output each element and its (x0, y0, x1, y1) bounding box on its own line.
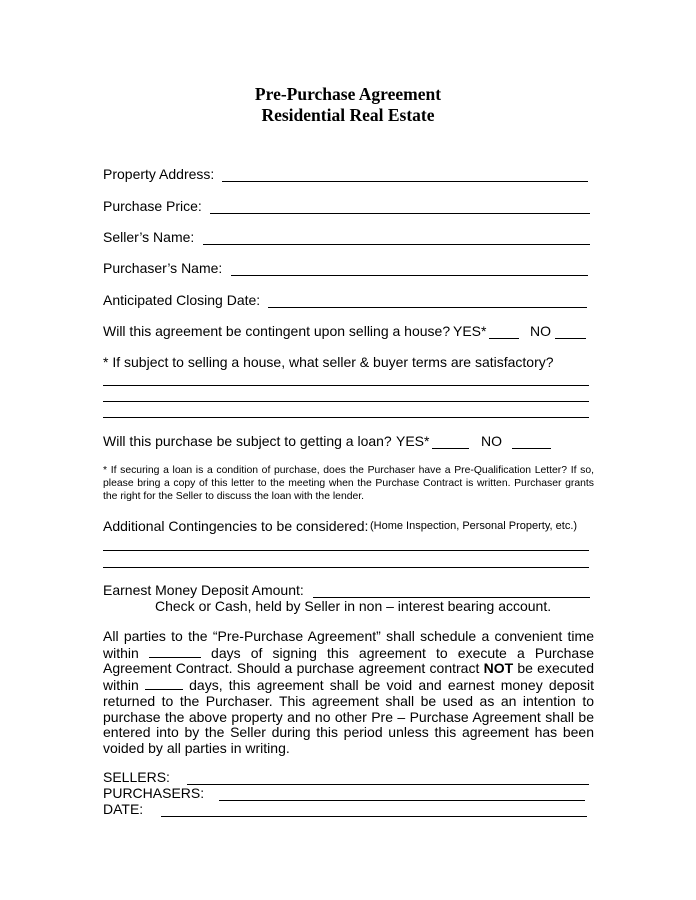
earnest-money-note: Check or Cash, held by Seller in non – interest bearing account. (155, 598, 552, 614)
sellers-label: SELLERS: (103, 769, 170, 785)
selling-terms-line-3[interactable] (103, 417, 589, 418)
loan-note: * If securing a loan is a condition of purchase, does the Purchaser have a Pre-Qualification Letter? If so, please bring a copy of this letter to the meeting when the Purchase Contract is written. Purchaser grants the right for the Seller to discuss the loan with the lender. (103, 465, 594, 502)
purchasers-label: PURCHASERS: (103, 785, 205, 801)
sellers-signature-line[interactable] (187, 784, 589, 785)
sellers-name-label: Seller’s Name: (103, 229, 195, 245)
selling-terms-line-1[interactable] (103, 385, 589, 386)
days-to-schedule-blank[interactable] (149, 645, 201, 658)
document-title: Pre-Purchase Agreement (254, 84, 442, 104)
agreement-text-part-2: days of signing this agreement to execute a Purchase Agreement Contract. Should a purchase agreement contract (103, 644, 594, 677)
property-address-label: Property Address: (103, 166, 215, 182)
loan-yes-blank[interactable] (432, 448, 469, 449)
days-to-execute-blank[interactable] (145, 677, 183, 690)
property-address-line[interactable] (222, 181, 588, 182)
agreement-text-part-3: be executed within (103, 660, 594, 694)
contingencies-line-2[interactable] (103, 567, 589, 568)
agreement-text-part-4: days, this agreement shall be void and earnest money deposit returned to the Purchaser. This agreement shall be used as an intention to purchase the above property and no other Pre – Purchase Agreement shall be entered into by the Seller during this period unless this agreement has been voided by all parties in writing. (103, 677, 595, 756)
additional-contingencies-examples: (Home Inspection, Personal Property, etc.) (370, 520, 578, 532)
loan-no-label: NO (481, 433, 502, 449)
date-label: DATE: (103, 801, 144, 817)
purchase-price-label: Purchase Price: (103, 198, 202, 214)
agreement-text-part-1: All parties to the “Pre-Purchase Agreement” shall schedule a convenient time within (103, 628, 594, 661)
contingent-yes-label: YES* (453, 323, 487, 339)
contingent-yes-blank[interactable] (489, 338, 519, 339)
agreement-not-emphasis: NOT (483, 660, 514, 677)
document-subtitle: Residential Real Estate (261, 105, 435, 125)
closing-date-label: Anticipated Closing Date: (103, 292, 261, 308)
closing-date-line[interactable] (268, 307, 587, 308)
contingent-no-label: NO (530, 323, 551, 339)
contingencies-line-1[interactable] (103, 550, 589, 551)
selling-terms-question: * If subject to selling a house, what seller & buyer terms are satisfactory? (103, 354, 554, 370)
contingent-no-blank[interactable] (555, 338, 586, 339)
agreement-paragraph (103, 629, 594, 757)
date-line[interactable] (161, 816, 587, 817)
purchasers-signature-line[interactable] (219, 800, 585, 801)
earnest-money-label: Earnest Money Deposit Amount: (103, 582, 304, 598)
selling-terms-line-2[interactable] (103, 401, 589, 402)
loan-question: Will this purchase be subject to getting a loan? (103, 433, 392, 449)
loan-no-blank[interactable] (512, 448, 551, 449)
sellers-name-line[interactable] (203, 244, 590, 245)
purchasers-name-line[interactable] (231, 275, 588, 276)
contingent-question: Will this agreement be contingent upon selling a house? (103, 323, 451, 339)
purchasers-name-label: Purchaser’s Name: (103, 260, 223, 276)
additional-contingencies-label: Additional Contingencies to be considered: (103, 518, 369, 534)
purchase-price-line[interactable] (210, 213, 590, 214)
loan-yes-label: YES* (396, 433, 430, 449)
